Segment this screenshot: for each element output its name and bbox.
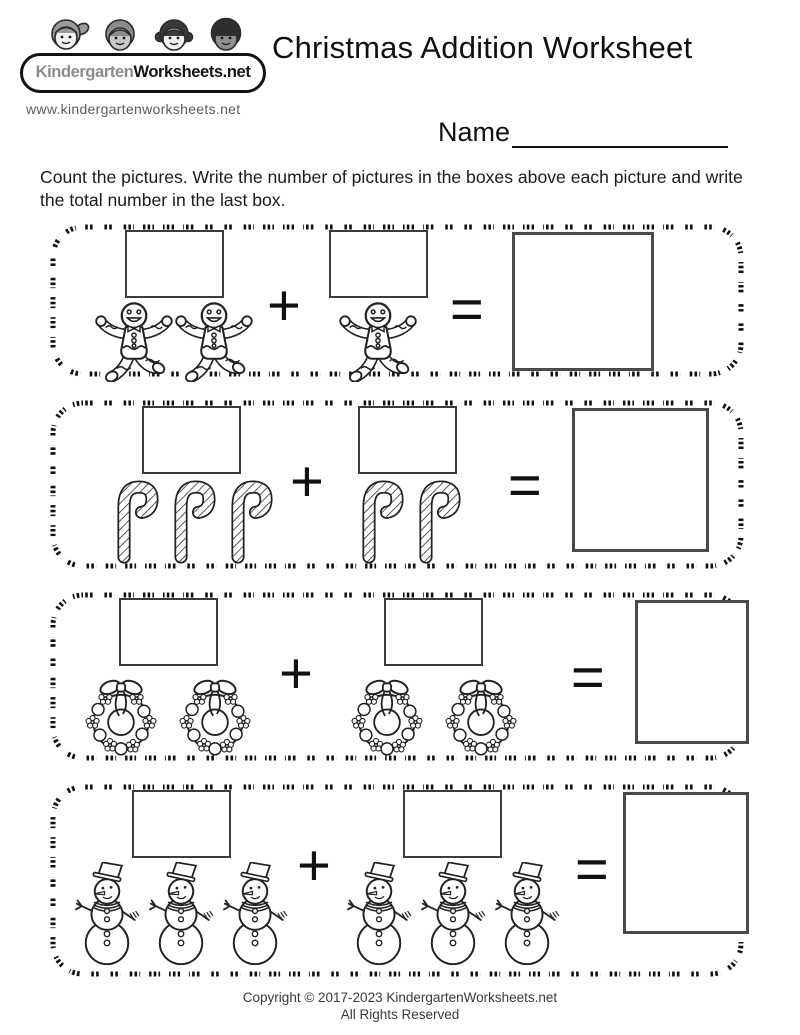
equals-sign: = <box>570 645 605 710</box>
addend-pictures-1 <box>107 478 276 566</box>
plus-sign: + <box>279 641 313 706</box>
footer-copyright: Copyright © 2017-2023 KindergartenWorksheets.net <box>242 989 558 1005</box>
candy-cane-icon <box>224 478 273 566</box>
addend-count-box-2[interactable] <box>329 230 428 298</box>
addend-group-1 <box>95 230 253 382</box>
footer-rights: All Rights Reserved <box>340 1007 460 1023</box>
footer <box>0 989 800 1024</box>
addend-pictures-1 <box>75 670 261 758</box>
addend-pictures-2 <box>352 478 464 566</box>
wreath-icon <box>343 670 431 758</box>
addend-group-2 <box>341 598 527 758</box>
problems-list <box>45 219 749 982</box>
website-url: www.kindergartenworksheets.net <box>26 101 241 117</box>
problem-row-gingerbread-men <box>45 219 749 382</box>
gingerbread-man-icon <box>95 302 173 382</box>
addend-group-1 <box>75 598 261 758</box>
name-line[interactable] <box>512 116 728 148</box>
addend-pictures-1 <box>95 302 253 382</box>
equals-sign: = <box>449 277 484 342</box>
equals-sign: = <box>507 453 542 518</box>
brand-name-gray: Kindergarten <box>35 63 134 81</box>
addend-group-1 <box>107 406 276 566</box>
addend-group-1 <box>71 790 291 965</box>
addend-count-box-1[interactable] <box>132 790 231 858</box>
page-title: Christmas Addition Worksheet <box>272 30 693 65</box>
equals-sign: = <box>574 837 609 902</box>
addend-pictures-2 <box>343 862 563 965</box>
problem-row-wreaths <box>45 587 749 766</box>
wreath-icon <box>171 670 259 758</box>
addend-count-box-1[interactable] <box>125 230 224 298</box>
snowman-icon <box>219 862 291 965</box>
addend-count-box-2[interactable] <box>403 790 502 858</box>
snowman-icon <box>71 862 143 965</box>
addend-count-box-1[interactable] <box>142 406 241 474</box>
addend-count-box-2[interactable] <box>358 406 457 474</box>
answer-box[interactable] <box>623 792 749 934</box>
answer-box[interactable] <box>572 408 709 552</box>
snowman-icon <box>343 862 415 965</box>
logo <box>20 12 266 117</box>
candy-cane-icon <box>110 478 159 566</box>
answer-box[interactable] <box>635 600 749 744</box>
addend-count-box-1[interactable] <box>119 598 218 666</box>
brand-banner <box>20 53 266 93</box>
addend-count-box-2[interactable] <box>384 598 483 666</box>
addend-group-2 <box>352 406 464 566</box>
candy-cane-icon <box>167 478 216 566</box>
plus-sign: + <box>297 833 331 898</box>
problem-row-candy-canes <box>45 395 749 574</box>
addend-pictures-1 <box>71 862 291 965</box>
candy-cane-icon <box>355 478 404 566</box>
problem-row-snowmen <box>45 779 749 982</box>
snowman-icon <box>145 862 217 965</box>
name-label: Name <box>438 117 511 147</box>
gingerbread-man-icon <box>339 302 417 382</box>
plus-sign: + <box>290 449 324 514</box>
snowman-icon <box>491 862 563 965</box>
name-row <box>438 116 728 148</box>
addend-group-2 <box>329 230 428 382</box>
plus-sign: + <box>267 273 301 338</box>
instructions-text: Count the pictures. Write the number of pictures in the boxes above each picture and write the total number in the last box. <box>40 167 743 211</box>
gingerbread-man-icon <box>175 302 253 382</box>
answer-box[interactable] <box>512 232 654 371</box>
brand-name-black: Worksheets.net <box>133 63 251 81</box>
addend-group-2 <box>343 790 563 965</box>
snowman-icon <box>417 862 489 965</box>
addend-pictures-2 <box>341 670 527 758</box>
candy-cane-icon <box>412 478 461 566</box>
wreath-icon <box>77 670 165 758</box>
wreath-icon <box>437 670 525 758</box>
addend-pictures-2 <box>339 302 417 382</box>
